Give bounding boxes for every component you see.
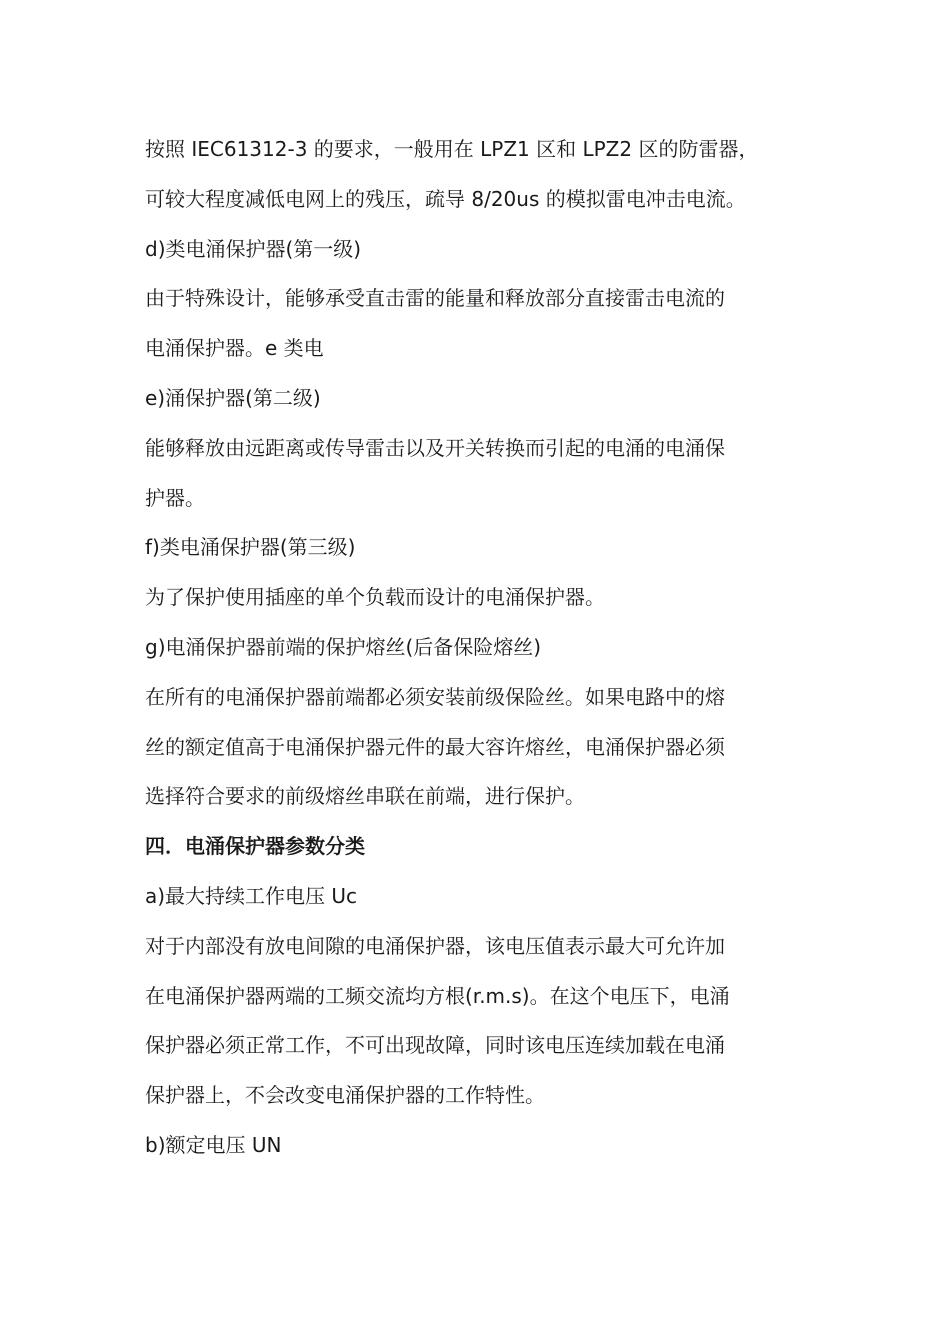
text-line: 对于内部没有放电间隙的电涌保护器，该电压值表示最大可允许加 — [145, 933, 725, 958]
item-heading-a: a)最大持续工作电压 Uc — [145, 883, 358, 908]
text-line: 可较大程度减低电网上的残压，疏导 8/20us 的模拟雷电冲击电流。 — [145, 186, 746, 211]
text-line: 保护器上，不会改变电涌保护器的工作特性。 — [145, 1083, 545, 1108]
text-line: 由于特殊设计，能够承受直击雷的能量和释放部分直接雷击电流的 — [145, 286, 725, 311]
text-line: 选择符合要求的前级熔丝串联在前端，进行保护。 — [145, 784, 585, 809]
document-body — [145, 125, 810, 1171]
text-line: 保护器必须正常工作，不可出现故障，同时该电压连续加载在电涌 — [145, 1033, 725, 1058]
section-heading: 四．电涌保护器参数分类 — [145, 834, 365, 859]
item-heading-e: e)涌保护器(第二级) — [145, 385, 321, 410]
item-heading-g: g)电涌保护器前端的保护熔丝(后备保险熔丝) — [145, 634, 542, 659]
item-heading-f: f)类电涌保护器(第三级) — [145, 535, 356, 560]
item-heading-b: b)额定电压 UN — [145, 1132, 282, 1157]
text-line: 能够释放由远距离或传导雷击以及开关转换而引起的电涌的电涌保 — [145, 435, 725, 460]
text-line: 电涌保护器。e 类电 — [145, 336, 324, 361]
text-line: 丝的额定值高于电涌保护器元件的最大容许熔丝，电涌保护器必须 — [145, 734, 725, 759]
item-heading-d: d)类电涌保护器(第一级) — [145, 236, 362, 261]
text-line: 在所有的电涌保护器前端都必须安装前级保险丝。如果电路中的熔 — [145, 684, 725, 709]
text-line: 按照 IEC61312-3 的要求，一般用在 LPZ1 区和 LPZ2 区的防雷器， — [145, 137, 759, 161]
text-line: 为了保护使用插座的单个负载而设计的电涌保护器。 — [145, 585, 605, 610]
text-line: 在电涌保护器两端的工频交流均方根(r.m.s)。在这个电压下，电涌 — [145, 983, 730, 1008]
text-line: 护器。 — [145, 485, 205, 510]
